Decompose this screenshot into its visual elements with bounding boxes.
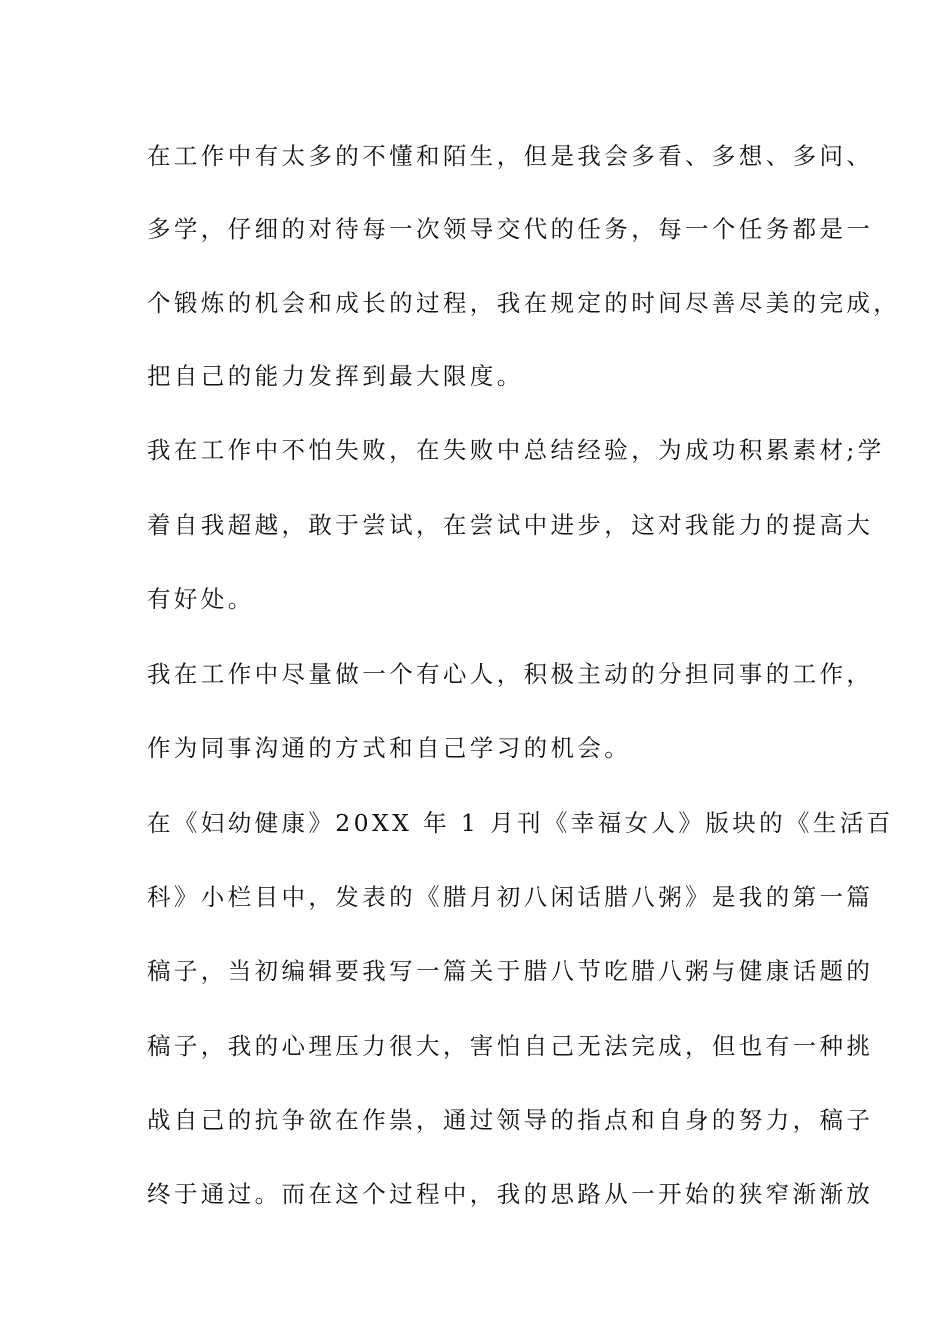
text-line: 战自己的抗争欲在作祟，通过领导的指点和自身的努力，稿子 — [147, 1106, 874, 1134]
text-line: 作为同事沟通的方式和自己学习的机会。 — [147, 734, 632, 762]
text-line: 个锻炼的机会和成长的过程，我在规定的时间尽善尽美的完成， — [147, 289, 901, 317]
text-line: 在工作中有太多的不懂和陌生，但是我会多看、多想、多问、 — [147, 142, 874, 170]
text-line: 着自我超越，敢于尝试，在尝试中进步，这对我能力的提高大 — [147, 511, 874, 539]
text-line: 我在工作中尽量做一个有心人，积极主动的分担同事的工作， — [147, 660, 874, 688]
text-line: 科》小栏目中，发表的《腊月初八闲话腊八粥》是我的第一篇 — [147, 883, 874, 911]
text-line: 多学，仔细的对待每一次领导交代的任务，每一个任务都是一 — [147, 215, 874, 243]
text-line: 有好处。 — [147, 585, 255, 613]
text-line: 稿子，当初编辑要我写一篇关于腊八节吃腊八粥与健康话题的 — [147, 957, 874, 985]
text-line: 稿子，我的心理压力很大，害怕自己无法完成，但也有一种挑 — [147, 1032, 874, 1060]
text-line: 我在工作中不怕失败，在失败中总结经验，为成功积累素材;学 — [147, 436, 885, 464]
text-line: 在《妇幼健康》20XX 年 1 月刊《幸福女人》版块的《生活百 — [147, 809, 894, 837]
text-line: 终于通过。而在这个过程中，我的思路从一开始的狭窄渐渐放 — [147, 1180, 874, 1208]
text-line: 把自己的能力发挥到最大限度。 — [147, 362, 524, 390]
